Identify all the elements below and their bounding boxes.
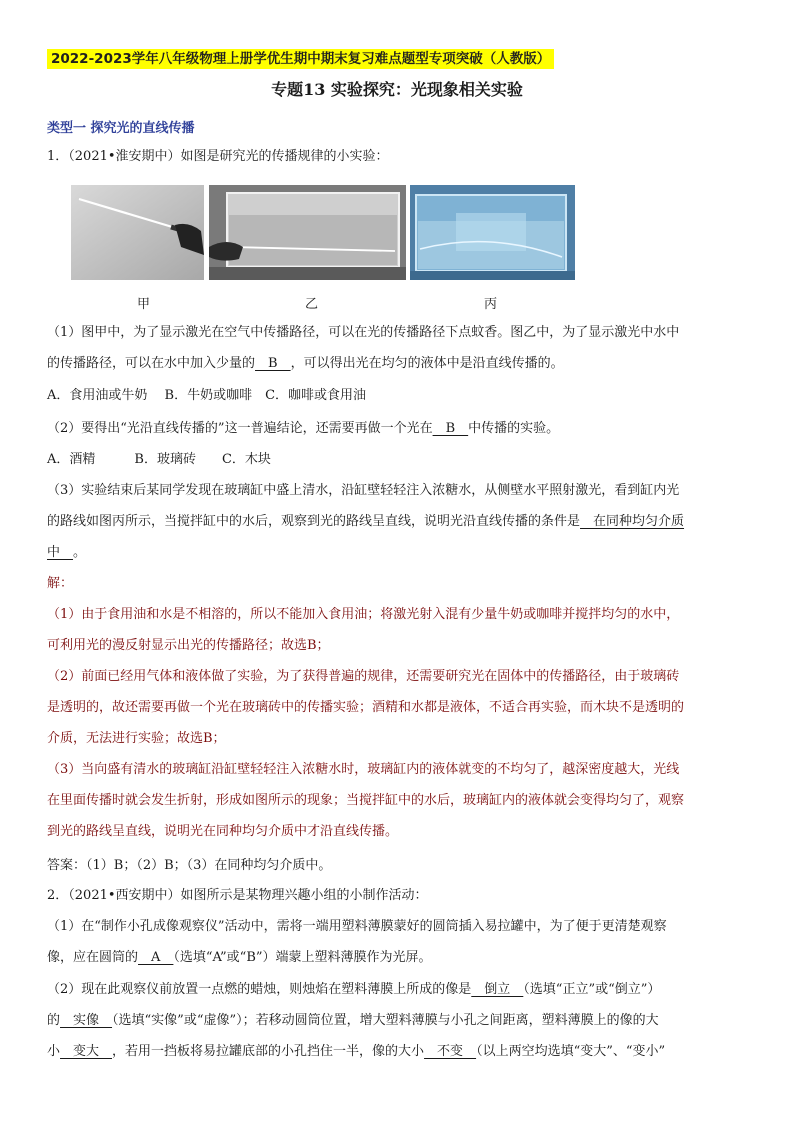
answer-summary: 答案：（1）B；（2）B；（3）在同种均匀介质中。 (47, 858, 332, 873)
question-1-stem: 1．（2021•淮安期中）如图是研究光的传播规律的小实验： (47, 149, 389, 164)
solution-3-line3: 到光的路线呈直线，说明光在同种均匀介质中才沿直线传播。 (47, 824, 399, 839)
solution-label: 解： (47, 576, 74, 591)
q2-part1-line1: （1）在“制作小孔成像观察仪”活动中，需将一端用塑料薄膜蒙好的圆筒插入易拉罐中，为了便于更清楚观察 (47, 919, 667, 934)
q1-part3-line3: 中 。 (47, 545, 87, 560)
q2-part1-line2: 像，应在圆筒的 A （选填“A”或“B”）端蒙上塑料薄膜作为光屏。 (47, 950, 432, 965)
q2-part2-line1: （2）现在此观察仪前放置一点燃的蜡烛，则烛焰在塑料薄膜上所成的像是 倒立 （选填“正立”或“倒立”） (47, 982, 661, 997)
q2-answer-5: 不变 (424, 1044, 477, 1059)
q2-part2-line3: 小 变大 ，若用一挡板将易拉罐底部的小孔挡住一半，像的大小 不变 （以上两空均选填“变大”、“变小” (47, 1044, 666, 1059)
caption-bing: 丙 (484, 297, 498, 312)
solution-1-line1: （1）由于食用油和水是不相溶的，所以不能加入食用油；将激光射入混有少量牛奶或咖啡并搅拌均匀的水中， (47, 607, 680, 622)
q1-part2-line: （2）要得出“光沿直线传播的”这一普遍结论，还需要再做一个光在 B 中传播的实验。 (47, 421, 560, 436)
q1-answer-2: B (432, 421, 469, 436)
solution-2-line2: 是透明的，故还需要再做一个光在玻璃砖中的传播实验；酒精和水都是液体，不适合再实验，而木块不是透明的 (47, 700, 685, 715)
q1-part1-options: A．食用油或牛奶 B．牛奶或咖啡 C．咖啡或食用油 (47, 388, 367, 403)
solution-3-line1: （3）当向盛有清水的玻璃缸沿缸壁轻轻注入浓糖水时，玻璃缸内的液体就变的不均匀了，越深密度越大，光线 (47, 762, 680, 777)
figure-yi-laser-in-water (209, 185, 406, 280)
q2-answer-4: 变大 (60, 1044, 113, 1059)
q1-part1-line1: （1）图甲中，为了显示激光在空气中传播路径，可以在光的传播路径下点蚊香。图乙中，为了显示激光中水中 (47, 325, 680, 340)
figure-jia-laser-in-air (71, 185, 204, 280)
solution-3-line2: 在里面传播时就会发生折射，形成如图所示的现象；当搅拌缸中的水后，玻璃缸内的液体就会变得均匀了，观察 (47, 793, 685, 808)
solution-2-line1: （2）前面已经用气体和液体做了实验，为了获得普遍的规律，还需要研究光在固体中的传播路径，由于玻璃砖 (47, 669, 680, 684)
q1-answer-3a: 在同种均匀介质 (580, 514, 685, 529)
q1-answer-1: B (255, 356, 291, 371)
q2-answer-1: A (138, 950, 174, 965)
q1-answer-3b: 中 (47, 545, 74, 560)
q1-part3-line2: 的路线如图丙所示，当搅拌缸中的水后，观察到光的路线呈直线，说明光沿直线传播的条件是 在同种均匀介质 (47, 514, 685, 529)
q2-answer-3: 实像 (60, 1013, 113, 1028)
page-title: 专题13 实验探究：光现象相关实验 (271, 80, 523, 99)
q2-part2-line2: 的 实像 （选填“实像”或“虚像”）；若移动圆筒位置，增大塑料薄膜与小孔之间距离，塑料薄膜上的像的大 (47, 1013, 659, 1028)
q1-part3-line1: （3）实验结束后某同学发现在玻璃缸中盛上清水，沿缸壁轻轻注入浓糖水，从侧壁水平照射激光，看到缸内光 (47, 483, 680, 498)
solution-1-line2: 可利用光的漫反射显示出光的传播路径；故选B； (47, 638, 330, 653)
figure-bing-curved-light-path (410, 185, 575, 280)
solution-2-line3: 介质，无法进行实验；故选B； (47, 731, 226, 746)
q2-answer-2: 倒立 (471, 982, 524, 997)
caption-jia: 甲 (137, 297, 151, 312)
section-heading: 类型一 探究光的直线传播 (47, 121, 195, 136)
q1-part2-options: A．酒精 B．玻璃砖 C．木块 (47, 452, 271, 467)
q1-part1-line2: 的传播路径，可以在水中加入少量的 B ，可以得出光在均匀的液体中是沿直线传播的。 (47, 356, 564, 371)
header-banner: 2022-2023学年八年级物理上册学优生期中期末复习难点题型专项突破（人教版） (47, 49, 554, 69)
caption-yi: 乙 (305, 297, 319, 312)
question-2-stem: 2．（2021•西安期中）如图所示是某物理兴趣小组的小制作活动： (47, 888, 428, 903)
